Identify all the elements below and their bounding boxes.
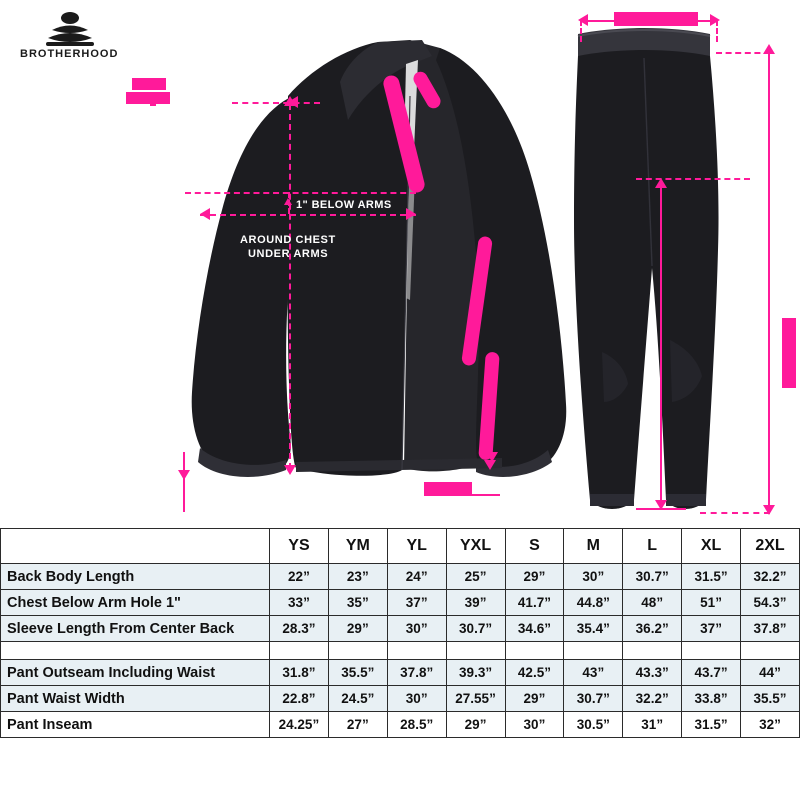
logo-wordmark: BROTHERHOOD <box>20 48 119 60</box>
cell: 29” <box>328 616 387 642</box>
cell: 24” <box>387 564 446 590</box>
row-label-back-body-length: Back Body Length <box>1 564 270 590</box>
cell: 25” <box>446 564 505 590</box>
cell: 32” <box>741 712 800 738</box>
cell: 30.7” <box>564 686 623 712</box>
cell: 31.5” <box>682 712 741 738</box>
outseam-top-tick <box>716 52 770 54</box>
jacket-hem-arrow-right <box>486 452 498 462</box>
row-label-pant-waist-width: Pant Waist Width <box>1 686 270 712</box>
sleeve-label-badge-1 <box>132 78 166 90</box>
cell: 30” <box>387 686 446 712</box>
size-header-ys: YS <box>270 529 329 564</box>
jacket-shoulder-arrow <box>288 96 298 108</box>
cell: 31.5” <box>682 564 741 590</box>
size-chart-table <box>0 528 800 800</box>
table-row <box>1 616 800 642</box>
table-corner-cell <box>1 529 270 564</box>
size-header-ym: YM <box>328 529 387 564</box>
waist-width-tick-left <box>580 20 582 42</box>
cell: 31” <box>623 712 682 738</box>
cell: 24.5” <box>328 686 387 712</box>
table-header-row <box>1 529 800 564</box>
jacket-hem-line <box>434 494 500 496</box>
cell: 35.5” <box>328 660 387 686</box>
cell: 29” <box>505 686 564 712</box>
cell: 48” <box>623 590 682 616</box>
cell: 22.8” <box>270 686 329 712</box>
below-arms-line <box>185 192 416 194</box>
sleeve-upper-line <box>150 104 156 106</box>
outseam-label-badge <box>782 318 796 388</box>
table-row <box>1 590 800 616</box>
spacer-cell <box>446 642 505 660</box>
spacer-cell <box>564 642 623 660</box>
cell: 32.2” <box>741 564 800 590</box>
cell: 30” <box>387 616 446 642</box>
inseam-bottom-tick <box>636 508 686 510</box>
cell: 30.7” <box>623 564 682 590</box>
below-arms-label: 1" BELOW ARMS <box>296 199 392 211</box>
cell: 42.5” <box>505 660 564 686</box>
cell: 30.5” <box>564 712 623 738</box>
cell: 31.8” <box>270 660 329 686</box>
sleeve-label-badge-2 <box>126 92 170 104</box>
below-arms-tick <box>288 192 290 214</box>
jacket-body-label: BODY <box>202 132 214 168</box>
spacer-cell <box>741 642 800 660</box>
measurements-table <box>0 528 800 738</box>
cell: 43.7” <box>682 660 741 686</box>
cell: 24.25” <box>270 712 329 738</box>
cell: 33.8” <box>682 686 741 712</box>
cell: 39” <box>446 590 505 616</box>
spacer-cell <box>328 642 387 660</box>
waist-width-label-badge <box>614 12 698 26</box>
cell: 29” <box>505 564 564 590</box>
cell: 28.5” <box>387 712 446 738</box>
cell: 30.7” <box>446 616 505 642</box>
size-header-2xl: 2XL <box>741 529 800 564</box>
cell: 35.4” <box>564 616 623 642</box>
cell: 33” <box>270 590 329 616</box>
size-header-xl: XL <box>682 529 741 564</box>
cell: 44” <box>741 660 800 686</box>
chest-line <box>200 214 416 216</box>
spacer-cell <box>505 642 564 660</box>
row-label-chest-below-arm-hole: Chest Below Arm Hole 1" <box>1 590 270 616</box>
chest-arrow-left <box>200 208 210 220</box>
jacket-body-length-line <box>289 104 291 469</box>
spacer-cell <box>682 642 741 660</box>
cell: 37” <box>387 590 446 616</box>
spacer-cell <box>387 642 446 660</box>
inseam-top-tick <box>636 178 750 180</box>
table-row <box>1 564 800 590</box>
cell: 37.8” <box>741 616 800 642</box>
row-label-pant-outseam: Pant Outseam Including Waist <box>1 660 270 686</box>
cell: 37.8” <box>387 660 446 686</box>
spacer-cell <box>623 642 682 660</box>
cell: 27” <box>328 712 387 738</box>
table-row <box>1 660 800 686</box>
row-label-sleeve-length: Sleeve Length From Center Back <box>1 616 270 642</box>
spacer-cell <box>270 642 329 660</box>
cell: 43.3” <box>623 660 682 686</box>
table-row <box>1 686 800 712</box>
cell: 54.3” <box>741 590 800 616</box>
outseam-line <box>768 52 770 512</box>
chest-label-line1: AROUND CHEST <box>240 234 336 246</box>
cell: 22” <box>270 564 329 590</box>
size-header-m: M <box>564 529 623 564</box>
pants-figure <box>520 0 780 528</box>
spacer-cell <box>1 642 270 660</box>
inseam-line <box>660 186 662 508</box>
jacket-body-length-arrow-down <box>284 465 296 475</box>
table-row <box>1 712 800 738</box>
cell: 43” <box>564 660 623 686</box>
cell: 51” <box>682 590 741 616</box>
chest-arrow-right <box>406 208 416 220</box>
cell: 37” <box>682 616 741 642</box>
size-header-s: S <box>505 529 564 564</box>
cell: 35.5” <box>741 686 800 712</box>
jacket-shoulder-line <box>232 102 320 104</box>
size-header-yl: YL <box>387 529 446 564</box>
cell: 35” <box>328 590 387 616</box>
cell: 23” <box>328 564 387 590</box>
cell: 36.2” <box>623 616 682 642</box>
cell: 39.3” <box>446 660 505 686</box>
jacket-hem-tick-left <box>183 452 185 512</box>
cell: 30” <box>505 712 564 738</box>
table-spacer-row <box>1 642 800 660</box>
jacket-hem-arrow-left <box>178 470 190 480</box>
cell: 32.2” <box>623 686 682 712</box>
size-header-l: L <box>623 529 682 564</box>
waist-width-tick-right <box>716 20 718 42</box>
chest-label-line2: UNDER ARMS <box>248 248 329 260</box>
outseam-bottom-tick <box>700 512 770 514</box>
cell: 34.6” <box>505 616 564 642</box>
cell: 28.3” <box>270 616 329 642</box>
row-label-pant-inseam: Pant Inseam <box>1 712 270 738</box>
cell: 41.7” <box>505 590 564 616</box>
cell: 44.8” <box>564 590 623 616</box>
cell: 27.55” <box>446 686 505 712</box>
size-header-yxl: YXL <box>446 529 505 564</box>
waist-width-arrow-right <box>710 14 720 26</box>
cell: 29” <box>446 712 505 738</box>
cell: 30” <box>564 564 623 590</box>
